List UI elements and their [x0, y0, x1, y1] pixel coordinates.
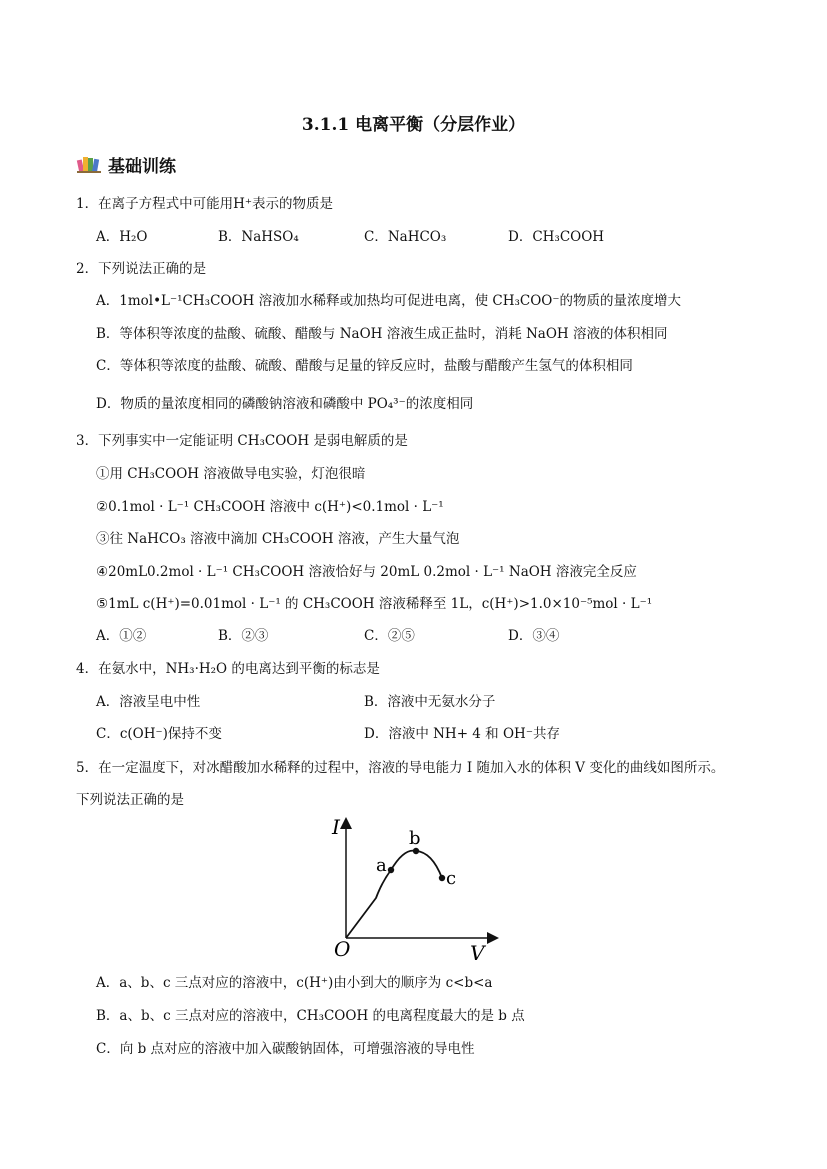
q1-option-b: B．NaHSO₄	[218, 229, 299, 245]
q4-option-d: D．溶液中 NH+ 4 和 OH⁻共存	[364, 726, 560, 742]
section-label: 基础训练	[108, 156, 176, 177]
y-axis-label: I	[332, 815, 340, 839]
q2-option-c: C．等体积等浓度的盐酸、硫酸、醋酸与足量的锌反应时，盐酸与醋酸产生氢气的体积相同	[96, 358, 633, 374]
point-a-label: a	[376, 855, 387, 876]
q5-option-b: B．a、b、c 三点对应的溶液中，CH₃COOH 的电离程度最大的是 b 点	[96, 1008, 525, 1024]
q3-item-3: ③往 NaHCO₃ 溶液中滴加 CH₃COOH 溶液，产生大量气泡	[96, 531, 460, 547]
q1-option-a: A．H₂O	[96, 229, 148, 245]
conductivity-graph	[324, 812, 504, 962]
q4-option-c: C．c(OH⁻)保持不变	[96, 726, 222, 742]
x-axis-label: V	[470, 941, 485, 962]
q2-stem: 2．下列说法正确的是	[76, 261, 207, 277]
point-c	[439, 875, 445, 881]
q4-option-b: B．溶液中无氨水分子	[364, 694, 496, 710]
q3-option-c: C．②⑤	[364, 628, 415, 644]
point-c-label: c	[446, 868, 457, 889]
q3-option-a: A．①②	[96, 628, 147, 644]
q3-stem: 3．下列事实中一定能证明 CH₃COOH 是弱电解质的是	[76, 433, 408, 449]
q3-option-b: B．②③	[218, 628, 269, 644]
q3-item-1: ①用 CH₃COOH 溶液做导电实验，灯泡很暗	[96, 466, 366, 482]
q2-option-b: B．等体积等浓度的盐酸、硫酸、醋酸与 NaOH 溶液生成正盐时，消耗 NaOH 溶液的体积相同	[96, 326, 668, 342]
q1-option-c: C．NaHCO₃	[364, 229, 447, 245]
origin-label: O	[334, 937, 351, 961]
q1-option-d: D．CH₃COOH	[508, 229, 605, 245]
q2-option-d: D．物质的量浓度相同的磷酸钠溶液和磷酸中 PO₄³⁻的浓度相同	[96, 396, 474, 412]
q1-stem: 1．在离子方程式中可能用H⁺表示的物质是	[76, 196, 333, 212]
page-title: 3.1.1 电离平衡（分层作业）	[301, 115, 526, 135]
q5-option-a: A．a、b、c 三点对应的溶液中，c(H⁺)由小到大的顺序为 c<b<a	[96, 975, 493, 991]
point-a	[388, 867, 394, 873]
point-b-label: b	[409, 828, 421, 849]
q4-stem: 4．在氨水中，NH₃·H₂O 的电离达到平衡的标志是	[76, 661, 380, 677]
q5-stem-line2: 下列说法正确的是	[76, 792, 184, 808]
q3-item-5: ⑤1mL c(H⁺)=0.01mol · L⁻¹ 的 CH₃COOH 溶液稀释至 1L，c(H⁺)>1.0×10⁻⁵mol · L⁻¹	[96, 596, 653, 612]
q5-option-c: C．向 b 点对应的溶液中加入碳酸钠固体，可增强溶液的导电性	[96, 1041, 475, 1057]
q5-stem-line1: 5．在一定温度下，对冰醋酸加水稀释的过程中，溶液的导电能力 I 随加入水的体积 V 变化的曲线如图所示。	[76, 760, 725, 776]
q3-item-2: ②0.1mol · L⁻¹ CH₃COOH 溶液中 c(H⁺)<0.1mol · L⁻¹	[96, 499, 444, 515]
q3-option-d: D．③④	[508, 628, 560, 644]
section-header	[76, 150, 176, 178]
books-icon	[76, 154, 102, 174]
q3-item-4: ④20mL0.2mol · L⁻¹ CH₃COOH 溶液恰好与 20mL 0.2mol · L⁻¹ NaOH 溶液完全反应	[96, 564, 637, 580]
conductivity-curve	[346, 851, 442, 938]
q2-option-a: A．1mol•L⁻¹CH₃COOH 溶液加水稀释或加热均可促进电离，使 CH₃COO⁻的物质的量浓度增大	[96, 293, 681, 309]
q4-option-a: A．溶液呈电中性	[96, 694, 201, 710]
